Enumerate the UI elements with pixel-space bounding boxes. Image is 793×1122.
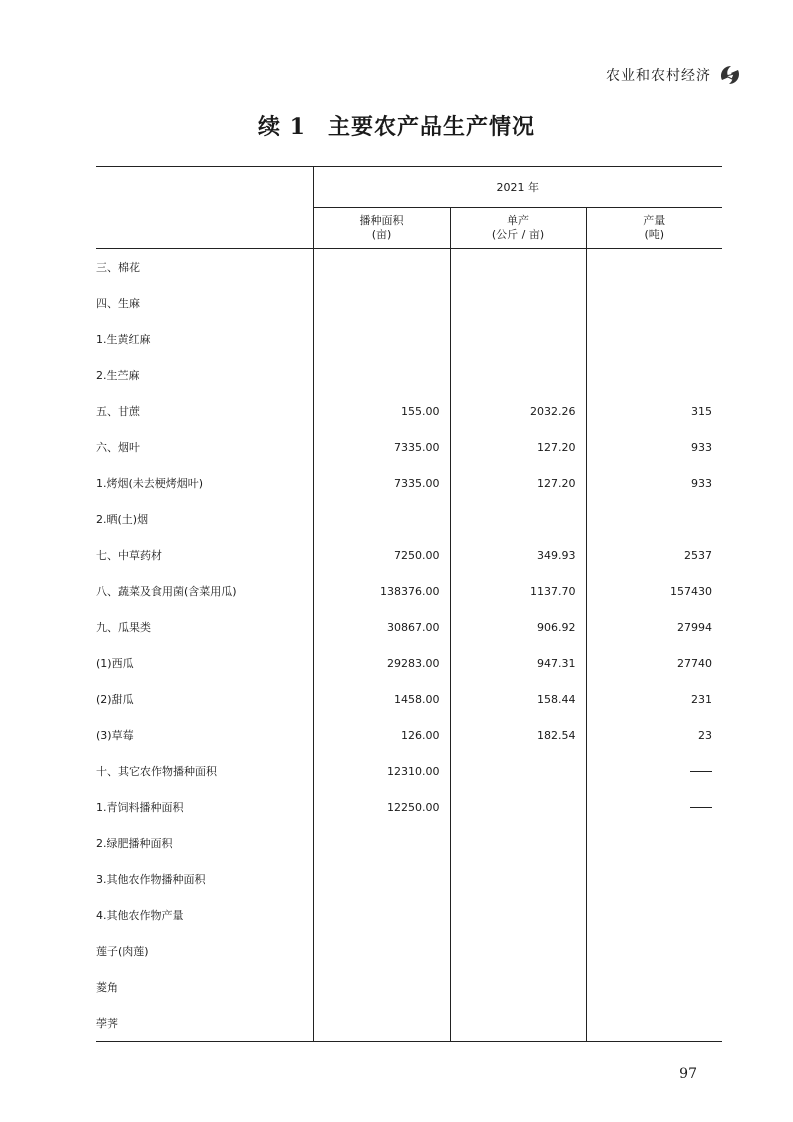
row-label: (1)西瓜	[96, 657, 134, 670]
sown-area-cell: 155.00	[313, 393, 450, 429]
table-row	[96, 357, 722, 393]
sown-area-cell: 29283.00	[313, 645, 450, 681]
row-label: 荸荠	[96, 1005, 313, 1042]
sown-area-cell: 7250.00	[313, 537, 450, 573]
table-row	[96, 249, 722, 286]
table-row	[96, 1005, 722, 1042]
row-label: 菱角	[96, 981, 118, 994]
yield-cell: 906.92	[450, 609, 586, 645]
row-label: 4.其他农作物产量	[96, 909, 184, 922]
output-cell: 23	[586, 717, 722, 753]
row-label: 1.生黄红麻	[96, 333, 151, 346]
sown-area-cell	[313, 357, 450, 393]
row-label: 1.青饲料播种面积	[96, 801, 184, 814]
row-label: 十、其它农作物播种面积	[96, 765, 217, 778]
stub-header	[96, 167, 313, 249]
section-logo-icon	[717, 62, 743, 88]
column-header-unit: (亩)	[371, 228, 392, 241]
output-cell	[586, 933, 722, 969]
yield-cell	[450, 933, 586, 969]
sown-area-cell	[313, 249, 450, 286]
yield-cell	[450, 789, 586, 825]
output-cell	[586, 789, 722, 825]
table-row	[96, 825, 722, 861]
yield-cell	[450, 825, 586, 861]
row-label: (3)草莓	[96, 729, 134, 742]
yield-cell	[450, 501, 586, 537]
sown-area-cell	[313, 897, 450, 933]
yield-cell: 349.93	[450, 537, 586, 573]
table-row	[96, 429, 722, 465]
yield-cell	[450, 753, 586, 789]
yield-cell	[450, 285, 586, 321]
sown-area-cell: 12310.00	[313, 753, 450, 789]
sown-area-cell: 7335.00	[313, 429, 450, 465]
table-row	[96, 969, 722, 1005]
yield-cell	[450, 897, 586, 933]
sown-area-cell	[313, 825, 450, 861]
sown-area-cell: 138376.00	[313, 573, 450, 609]
output-cell	[586, 1005, 722, 1042]
title-prefix: 续 1	[258, 114, 306, 140]
sown-area-cell	[313, 1005, 450, 1042]
sown-area-cell	[313, 969, 450, 1005]
output-cell: 27740	[586, 645, 722, 681]
page-number: 97	[679, 1066, 697, 1082]
page-title	[0, 110, 793, 141]
output-cell	[586, 501, 722, 537]
row-label: 2.生苎麻	[96, 369, 140, 382]
sown-area-cell: 1458.00	[313, 681, 450, 717]
output-cell	[586, 861, 722, 897]
sown-area-cell	[313, 321, 450, 357]
table-row	[96, 465, 722, 501]
table-row	[96, 753, 722, 789]
column-header-sown-area	[313, 208, 450, 249]
column-header-label: 产量	[643, 214, 666, 227]
yield-cell	[450, 1005, 586, 1042]
output-cell	[586, 897, 722, 933]
yield-cell: 127.20	[450, 429, 586, 465]
row-label: 八、蔬菜及食用菌(含菜用瓜)	[96, 585, 237, 598]
row-label: 1.烤烟(未去梗烤烟叶)	[96, 477, 204, 490]
row-label: 九、瓜果类	[96, 621, 151, 634]
column-header-label: 单产	[507, 214, 529, 227]
table-row	[96, 573, 722, 609]
output-cell	[586, 753, 722, 789]
output-cell: 315	[586, 393, 722, 429]
output-cell	[586, 969, 722, 1005]
table-row	[96, 285, 722, 321]
yield-cell	[450, 861, 586, 897]
row-label: 四、生麻	[96, 297, 140, 310]
yield-cell	[450, 321, 586, 357]
yield-cell: 947.31	[450, 645, 586, 681]
yield-cell	[450, 969, 586, 1005]
yield-cell: 127.20	[450, 465, 586, 501]
table-row	[96, 717, 722, 753]
row-label: 2.晒(土)烟	[96, 513, 149, 526]
sown-area-cell: 30867.00	[313, 609, 450, 645]
yield-cell	[450, 357, 586, 393]
table-row	[96, 789, 722, 825]
yield-cell: 2032.26	[450, 393, 586, 429]
sown-area-cell: 7335.00	[313, 465, 450, 501]
yield-cell: 1137.70	[450, 573, 586, 609]
title-text: 主要农产品生产情况	[327, 114, 535, 140]
row-label: 莲子(肉莲)	[96, 945, 149, 958]
output-cell	[586, 285, 722, 321]
year-header: 2021 年	[313, 167, 722, 208]
row-label: (2)甜瓜	[96, 693, 134, 706]
output-cell: 231	[586, 681, 722, 717]
sown-area-cell: 12250.00	[313, 789, 450, 825]
yield-cell: 158.44	[450, 681, 586, 717]
sown-area-cell	[313, 933, 450, 969]
table-row	[96, 681, 722, 717]
table-row	[96, 897, 722, 933]
column-header-unit: (公斤 / 亩)	[491, 228, 545, 241]
output-cell	[586, 825, 722, 861]
table-row	[96, 393, 722, 429]
yield-cell	[450, 249, 586, 286]
yield-cell: 182.54	[450, 717, 586, 753]
table-row	[96, 645, 722, 681]
column-header-output	[586, 208, 722, 249]
column-header-label: 播种面积	[359, 214, 404, 227]
row-label: 3.其他农作物播种面积	[96, 873, 206, 886]
output-cell	[586, 321, 722, 357]
not-applicable-dash	[690, 771, 712, 772]
sown-area-cell	[313, 861, 450, 897]
table-body	[96, 249, 722, 1042]
section-name: 农业和农村经济	[606, 68, 711, 84]
row-label: 2.绿肥播种面积	[96, 837, 173, 850]
output-cell: 2537	[586, 537, 722, 573]
running-header	[606, 62, 743, 88]
sown-area-cell	[313, 285, 450, 321]
not-applicable-dash	[690, 807, 712, 808]
row-label: 六、烟叶	[96, 441, 140, 454]
table-row	[96, 501, 722, 537]
table-row	[96, 933, 722, 969]
output-cell: 933	[586, 429, 722, 465]
sown-area-cell: 126.00	[313, 717, 450, 753]
table-row	[96, 321, 722, 357]
table-row	[96, 609, 722, 645]
row-label: 三、棉花	[96, 261, 140, 274]
output-cell: 157430	[586, 573, 722, 609]
crop-production-table	[96, 166, 722, 1042]
row-label: 五、甘蔗	[96, 405, 140, 418]
table-row	[96, 537, 722, 573]
output-cell	[586, 357, 722, 393]
output-cell: 933	[586, 465, 722, 501]
table-row	[96, 861, 722, 897]
sown-area-cell	[313, 501, 450, 537]
output-cell: 27994	[586, 609, 722, 645]
row-label: 七、中草药材	[96, 549, 162, 562]
column-header-yield	[450, 208, 586, 249]
output-cell	[586, 249, 722, 286]
column-header-unit: (吨)	[644, 228, 665, 241]
